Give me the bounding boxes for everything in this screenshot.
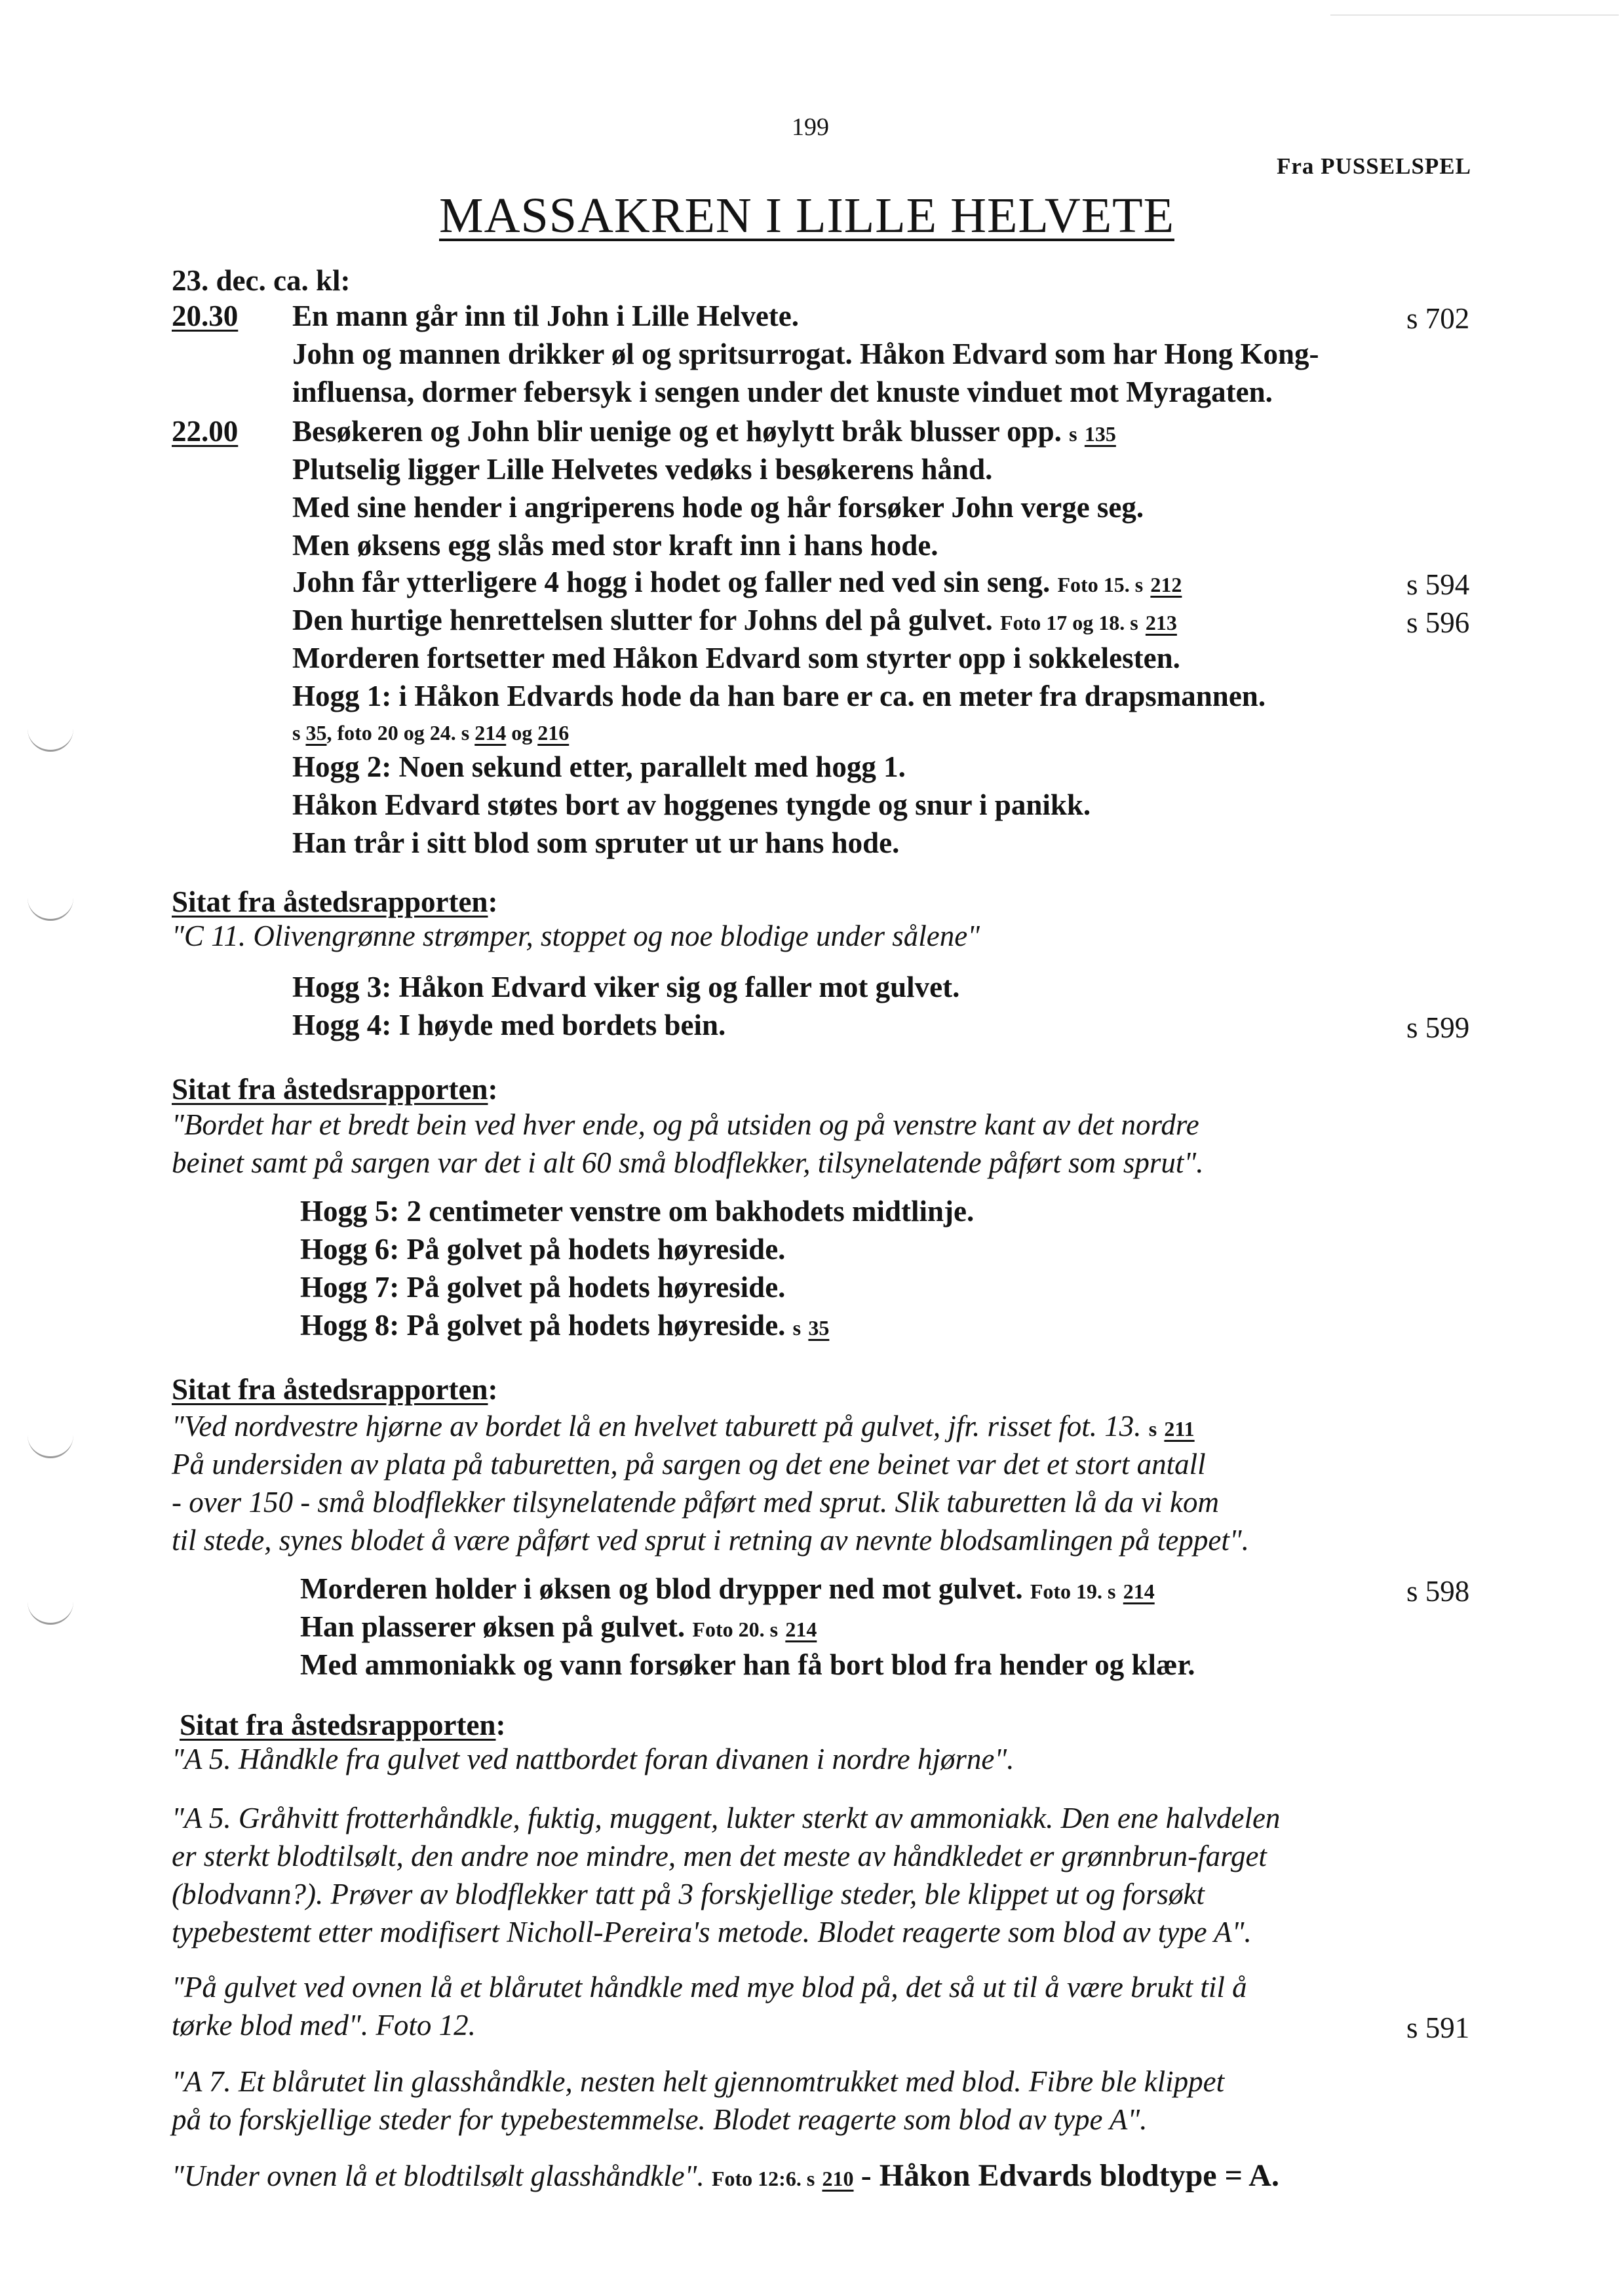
text-line: Hogg 6: På golvet på hodets høyreside. <box>300 1233 786 1266</box>
section-heading: Sitat fra åstedsrapporten: <box>172 885 498 918</box>
scan-edge-line <box>1330 14 1619 16</box>
photo-reference-line: s 35, foto 20 og 24. s 214 og 216 <box>292 721 570 745</box>
report-quote: På undersiden av plata på taburetten, på sargen og det ene beinet var det et stort antall <box>172 1448 1206 1481</box>
page-title: MASSAKREN I LILLE HELVETE <box>439 188 1174 243</box>
report-quote: til stede, synes blodet å være påført ved sprut i retning av nevnte blodsamlingen på teppet". <box>172 1524 1250 1557</box>
date-label: 23. dec. ca. kl: <box>172 264 351 297</box>
page-reference: s 596 <box>1406 606 1470 639</box>
section-heading: Sitat fra åstedsrapporten: <box>172 1373 498 1406</box>
report-quote: "A 5. Håndkle fra gulvet ved nattbordet foran divanen i nordre hjørne". <box>172 1743 1015 1775</box>
binder-hole-mark <box>28 1434 73 1458</box>
report-quote: (blodvann?). Prøver av blodflekker tatt på 3 forskjellige steder, ble klippet ut og forsøkt <box>172 1878 1205 1910</box>
report-quote: på to forskjellige steder for typebestemmelse. Blodet reagerte som blod av type A". <box>172 2103 1148 2136</box>
text-line: John får ytterligere 4 hogg i hodet og faller ned ved sin seng. Foto 15. s 212 <box>292 566 1182 598</box>
report-quote: "Bordet har et bredt bein ved hver ende, og på utsiden og på venstre kant av det nordre <box>172 1108 1199 1141</box>
report-quote: beinet samt på sargen var det i alt 60 små blodflekker, tilsynelatende påført som sprut". <box>172 1146 1204 1179</box>
text-line: Hogg 4: I høyde med bordets bein. <box>292 1009 726 1041</box>
report-quote: typebestemt etter modifisert Nicholl-Pereira's metode. Blodet reagerte som blod av type A". <box>172 1916 1252 1948</box>
text-line: John og mannen drikker øl og spritsurrogat. Håkon Edvard som har Hong Kong- <box>292 338 1319 370</box>
time-2200: 22.00 <box>172 415 239 448</box>
page-reference: s 598 <box>1406 1575 1470 1608</box>
report-quote: er sterkt blodtilsølt, den andre noe mindre, men det meste av håndkledet er grønnbrun-farget <box>172 1840 1267 1872</box>
final-line: "Under ovnen lå et blodtilsølt glasshåndkle". Foto 12:6. s 210 - Håkon Edvards blodtype = A. <box>172 2158 1279 2193</box>
text-line: Han trår i sitt blod som spruter ut ur hans hode. <box>292 826 900 859</box>
text-line: Hogg 1: i Håkon Edvards hode da han bare er ca. en meter fra drapsmannen. <box>292 680 1266 712</box>
report-quote: "Ved nordvestre hjørne av bordet lå en hvelvet taburett på gulvet, jfr. risset fot. 13. s 211 <box>172 1410 1195 1443</box>
report-quote: "På gulvet ved ovnen lå et blårutet håndkle med mye blod på, det så ut til å være brukt til å <box>172 1971 1247 2004</box>
report-quote: "A 5. Gråhvitt frotterhåndkle, fuktig, muggent, lukter sterkt av ammoniakk. Den ene halvdelen <box>172 1802 1281 1834</box>
section-heading: Sitat fra åstedsrapporten: <box>172 1073 498 1106</box>
text-line: Hogg 2: Noen sekund etter, parallelt med hogg 1. <box>292 750 906 783</box>
text-line: Morderen fortsetter med Håkon Edvard som styrter opp i sokkelesten. <box>292 642 1180 674</box>
text-line: Besøkeren og John blir uenige og et høylytt bråk blusser opp. s 135 <box>292 415 1116 448</box>
text-line: Hogg 7: På golvet på hodets høyreside. <box>300 1271 786 1304</box>
report-quote: "A 7. Et blårutet lin glasshåndkle, nesten helt gjennomtrukket med blod. Fibre ble klippet <box>172 2065 1225 2098</box>
text-line: Med ammoniakk og vann forsøker han få bort blod fra hender og klær. <box>300 1648 1195 1681</box>
page-number: 199 <box>792 113 829 141</box>
text-line: Han plasserer øksen på gulvet. Foto 20. s 214 <box>300 1610 817 1643</box>
text-line: Hogg 5: 2 centimeter venstre om bakhodets midtlinje. <box>300 1195 975 1228</box>
text-line: influensa, dormer febersyk i sengen under det knuste vinduet mot Myragaten. <box>292 376 1273 408</box>
report-quote: tørke blod med". Foto 12. <box>172 2009 476 2042</box>
binder-hole-mark <box>28 1600 73 1625</box>
text-line: Hogg 3: Håkon Edvard viker sig og faller mot gulvet. <box>292 971 960 1003</box>
text-line: Morderen holder i øksen og blod drypper ned mot gulvet. Foto 19. s 214 <box>300 1572 1155 1605</box>
text-line: Håkon Edvard støtes bort av hoggenes tyngde og snur i panikk. <box>292 788 1091 821</box>
section-heading: Sitat fra åstedsrapporten: <box>180 1709 506 1741</box>
page-reference: s 594 <box>1406 568 1470 601</box>
source-label: Fra PUSSELSPEL <box>1277 153 1471 179</box>
text-line: Men øksens egg slås med stor kraft inn i hans hode. <box>292 529 938 562</box>
report-quote: "C 11. Olivengrønne strømper, stoppet og noe blodige under sålene" <box>172 920 980 952</box>
text-line: Med sine hender i angriperens hode og hår forsøker John verge seg. <box>292 491 1144 524</box>
page-reference: s 702 <box>1406 302 1470 335</box>
text-line: Plutselig ligger Lille Helvetes vedøks i besøkerens hånd. <box>292 453 993 486</box>
page-reference: s 599 <box>1406 1011 1470 1044</box>
text-line: Den hurtige henrettelsen slutter for Johns del på gulvet. Foto 17 og 18. s 213 <box>292 604 1177 636</box>
text-line: En mann går inn til John i Lille Helvete. <box>292 300 799 332</box>
time-2030: 20.30 <box>172 300 239 332</box>
page-reference: s 591 <box>1406 2011 1470 2044</box>
report-quote: - over 150 - små blodflekker tilsynelatende påført med sprut. Slik taburetten lå da vi kom <box>172 1486 1220 1519</box>
binder-hole-mark <box>28 897 73 921</box>
binder-hole-mark <box>28 727 73 752</box>
text-line: Hogg 8: På golvet på hodets høyreside. s 35 <box>300 1309 830 1342</box>
